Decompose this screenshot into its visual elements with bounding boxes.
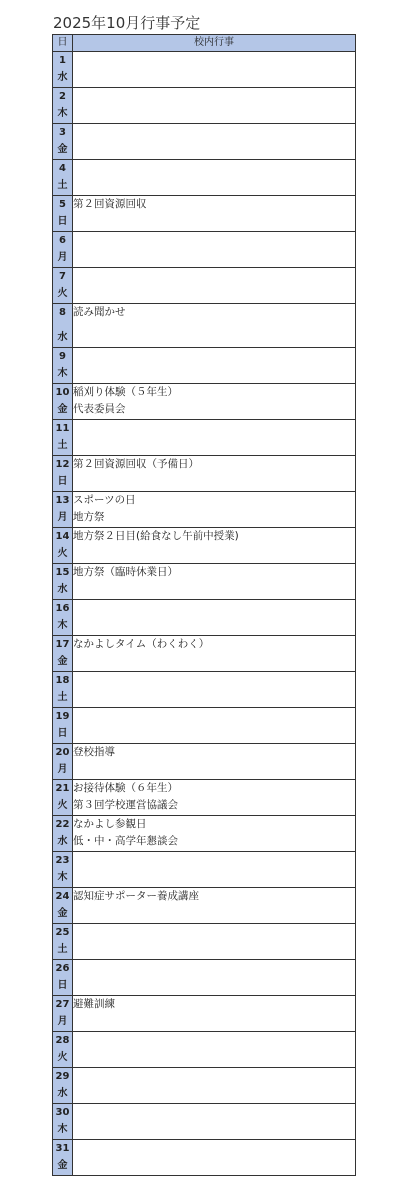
events-cell bbox=[73, 528, 356, 564]
weekday: 日 bbox=[57, 476, 68, 487]
weekday: 木 bbox=[57, 368, 68, 379]
weekday: 水 bbox=[57, 332, 68, 343]
event-text: なかよしタイム（わくわく） bbox=[73, 638, 210, 650]
weekday: 水 bbox=[57, 836, 68, 847]
events-cell bbox=[73, 196, 356, 232]
table-row bbox=[53, 304, 356, 348]
day-number: 30 bbox=[55, 1107, 70, 1118]
table-row bbox=[53, 528, 356, 564]
day-number: 9 bbox=[59, 351, 66, 362]
weekday: 火 bbox=[57, 1052, 68, 1063]
events-cell bbox=[73, 600, 356, 636]
events-cell bbox=[73, 852, 356, 888]
table-row bbox=[53, 564, 356, 600]
weekday: 木 bbox=[57, 108, 68, 119]
weekday: 月 bbox=[57, 764, 68, 775]
day-number: 18 bbox=[55, 675, 70, 686]
events-column-header: 校内行事 bbox=[73, 35, 356, 52]
events-cell bbox=[73, 744, 356, 780]
table-row bbox=[53, 960, 356, 996]
events-cell bbox=[73, 232, 356, 268]
events-cell bbox=[73, 456, 356, 492]
events-cell bbox=[73, 348, 356, 384]
weekday: 金 bbox=[57, 144, 68, 155]
table-row bbox=[53, 996, 356, 1032]
event-text: 第３回学校運営協議会 bbox=[73, 799, 178, 811]
weekday: 水 bbox=[57, 72, 68, 83]
date-cell bbox=[53, 996, 73, 1032]
schedule-table bbox=[52, 34, 356, 1176]
date-cell bbox=[53, 960, 73, 996]
date-cell bbox=[53, 888, 73, 924]
weekday: 月 bbox=[57, 1016, 68, 1027]
table-row bbox=[53, 124, 356, 160]
weekday: 土 bbox=[57, 440, 68, 451]
events-cell bbox=[73, 88, 356, 124]
event-text: 地方祭２日目(給食なし午前中授業) bbox=[73, 530, 239, 542]
events-cell bbox=[73, 636, 356, 672]
events-cell bbox=[73, 1140, 356, 1176]
weekday: 日 bbox=[57, 728, 68, 739]
weekday: 土 bbox=[57, 944, 68, 955]
table-row bbox=[53, 1032, 356, 1068]
date-cell bbox=[53, 1068, 73, 1104]
weekday: 土 bbox=[57, 692, 68, 703]
table-row bbox=[53, 232, 356, 268]
header-row bbox=[53, 35, 356, 52]
events-cell bbox=[73, 52, 356, 88]
date-cell bbox=[53, 384, 73, 420]
table-row bbox=[53, 852, 356, 888]
table-row bbox=[53, 160, 356, 196]
weekday: 金 bbox=[57, 404, 68, 415]
day-number: 16 bbox=[55, 603, 70, 614]
weekday: 日 bbox=[57, 980, 68, 991]
date-cell bbox=[53, 196, 73, 232]
event-text: 地方祭 bbox=[73, 511, 105, 523]
table-row bbox=[53, 456, 356, 492]
table-row bbox=[53, 348, 356, 384]
day-number: 12 bbox=[55, 459, 70, 470]
page-title: 2025年10月行事予定 bbox=[53, 14, 201, 32]
weekday: 木 bbox=[57, 872, 68, 883]
day-number: 29 bbox=[55, 1071, 70, 1082]
weekday: 木 bbox=[57, 620, 68, 631]
day-number: 6 bbox=[59, 235, 66, 246]
events-cell bbox=[73, 708, 356, 744]
schedule-rows bbox=[53, 52, 356, 1176]
date-cell bbox=[53, 924, 73, 960]
events-cell bbox=[73, 996, 356, 1032]
events-cell bbox=[73, 160, 356, 196]
day-number: 11 bbox=[55, 423, 70, 434]
day-number: 31 bbox=[55, 1143, 70, 1154]
day-number: 10 bbox=[55, 387, 70, 398]
day-number: 8 bbox=[59, 307, 66, 318]
table-row bbox=[53, 52, 356, 88]
table-row bbox=[53, 708, 356, 744]
day-number: 3 bbox=[59, 127, 66, 138]
weekday: 土 bbox=[57, 180, 68, 191]
day-number: 28 bbox=[55, 1035, 70, 1046]
day-number: 26 bbox=[55, 963, 70, 974]
table-row bbox=[53, 88, 356, 124]
date-cell bbox=[53, 744, 73, 780]
day-number: 5 bbox=[59, 199, 66, 210]
day-number: 1 bbox=[59, 55, 66, 66]
date-cell bbox=[53, 1032, 73, 1068]
event-text: お接待体験（６年生） bbox=[73, 782, 178, 794]
weekday: 水 bbox=[57, 1088, 68, 1099]
day-number: 19 bbox=[55, 711, 70, 722]
event-text: 読み聞かせ bbox=[73, 306, 126, 318]
table-row bbox=[53, 492, 356, 528]
date-cell bbox=[53, 564, 73, 600]
table-row bbox=[53, 888, 356, 924]
events-cell bbox=[73, 1068, 356, 1104]
weekday: 水 bbox=[57, 584, 68, 595]
events-cell bbox=[73, 304, 356, 348]
date-cell bbox=[53, 52, 73, 88]
day-number: 27 bbox=[55, 999, 70, 1010]
event-text: 登校指導 bbox=[73, 746, 115, 758]
weekday: 月 bbox=[57, 252, 68, 263]
weekday: 金 bbox=[57, 656, 68, 667]
day-number: 23 bbox=[55, 855, 70, 866]
day-number: 7 bbox=[59, 271, 66, 282]
event-text: 地方祭（臨時休業日） bbox=[73, 566, 178, 578]
table-row bbox=[53, 636, 356, 672]
weekday: 火 bbox=[57, 548, 68, 559]
events-cell bbox=[73, 420, 356, 456]
day-number: 14 bbox=[55, 531, 70, 542]
table-row bbox=[53, 196, 356, 232]
table-row bbox=[53, 384, 356, 420]
table-row bbox=[53, 816, 356, 852]
date-cell bbox=[53, 1140, 73, 1176]
date-cell bbox=[53, 268, 73, 304]
date-cell bbox=[53, 232, 73, 268]
events-cell bbox=[73, 384, 356, 420]
date-cell bbox=[53, 816, 73, 852]
weekday: 金 bbox=[57, 1160, 68, 1171]
weekday: 木 bbox=[57, 1124, 68, 1135]
weekday: 金 bbox=[57, 908, 68, 919]
date-cell bbox=[53, 780, 73, 816]
date-cell bbox=[53, 708, 73, 744]
table-row bbox=[53, 672, 356, 708]
table-row bbox=[53, 1140, 356, 1176]
date-cell bbox=[53, 672, 73, 708]
event-text: 稲刈り体験（５年生） bbox=[73, 386, 178, 398]
event-text: スポーツの日 bbox=[73, 494, 136, 506]
date-cell bbox=[53, 600, 73, 636]
date-cell bbox=[53, 456, 73, 492]
weekday: 日 bbox=[57, 216, 68, 227]
events-cell bbox=[73, 672, 356, 708]
day-number: 25 bbox=[55, 927, 70, 938]
events-cell bbox=[73, 924, 356, 960]
day-number: 20 bbox=[55, 747, 70, 758]
weekday: 火 bbox=[57, 800, 68, 811]
date-column-header: 日 bbox=[53, 35, 73, 52]
events-cell bbox=[73, 124, 356, 160]
table-row bbox=[53, 268, 356, 304]
weekday: 火 bbox=[57, 288, 68, 299]
event-text: なかよし参観日 bbox=[73, 818, 147, 830]
table-row bbox=[53, 1068, 356, 1104]
date-cell bbox=[53, 636, 73, 672]
day-number: 15 bbox=[55, 567, 70, 578]
table-row bbox=[53, 600, 356, 636]
day-number: 2 bbox=[59, 91, 66, 102]
events-cell bbox=[73, 816, 356, 852]
day-number: 4 bbox=[59, 163, 66, 174]
table-row bbox=[53, 924, 356, 960]
day-number: 24 bbox=[55, 891, 70, 902]
table-row bbox=[53, 780, 356, 816]
date-cell bbox=[53, 304, 73, 348]
events-cell bbox=[73, 960, 356, 996]
event-text: 認知症サポーター養成講座 bbox=[73, 890, 199, 902]
event-text: 第２回資源回収 bbox=[73, 198, 147, 210]
table-row bbox=[53, 1104, 356, 1140]
events-cell bbox=[73, 1104, 356, 1140]
date-cell bbox=[53, 852, 73, 888]
day-number: 17 bbox=[55, 639, 70, 650]
events-cell bbox=[73, 888, 356, 924]
events-cell bbox=[73, 564, 356, 600]
date-cell bbox=[53, 492, 73, 528]
event-text: 避難訓練 bbox=[73, 998, 115, 1010]
date-cell bbox=[53, 124, 73, 160]
events-cell bbox=[73, 492, 356, 528]
day-number: 21 bbox=[55, 783, 70, 794]
events-cell bbox=[73, 1032, 356, 1068]
date-cell bbox=[53, 1104, 73, 1140]
event-text: 低・中・高学年懇談会 bbox=[73, 835, 178, 847]
day-number: 13 bbox=[55, 495, 70, 506]
table-row bbox=[53, 420, 356, 456]
date-cell bbox=[53, 160, 73, 196]
event-text: 代表委員会 bbox=[73, 403, 126, 415]
events-cell bbox=[73, 780, 356, 816]
date-cell bbox=[53, 88, 73, 124]
weekday: 月 bbox=[57, 512, 68, 523]
table-row bbox=[53, 744, 356, 780]
date-cell bbox=[53, 528, 73, 564]
date-cell bbox=[53, 348, 73, 384]
events-cell bbox=[73, 268, 356, 304]
day-number: 22 bbox=[55, 819, 70, 830]
event-text: 第２回資源回収（予備日） bbox=[73, 458, 199, 470]
date-cell bbox=[53, 420, 73, 456]
